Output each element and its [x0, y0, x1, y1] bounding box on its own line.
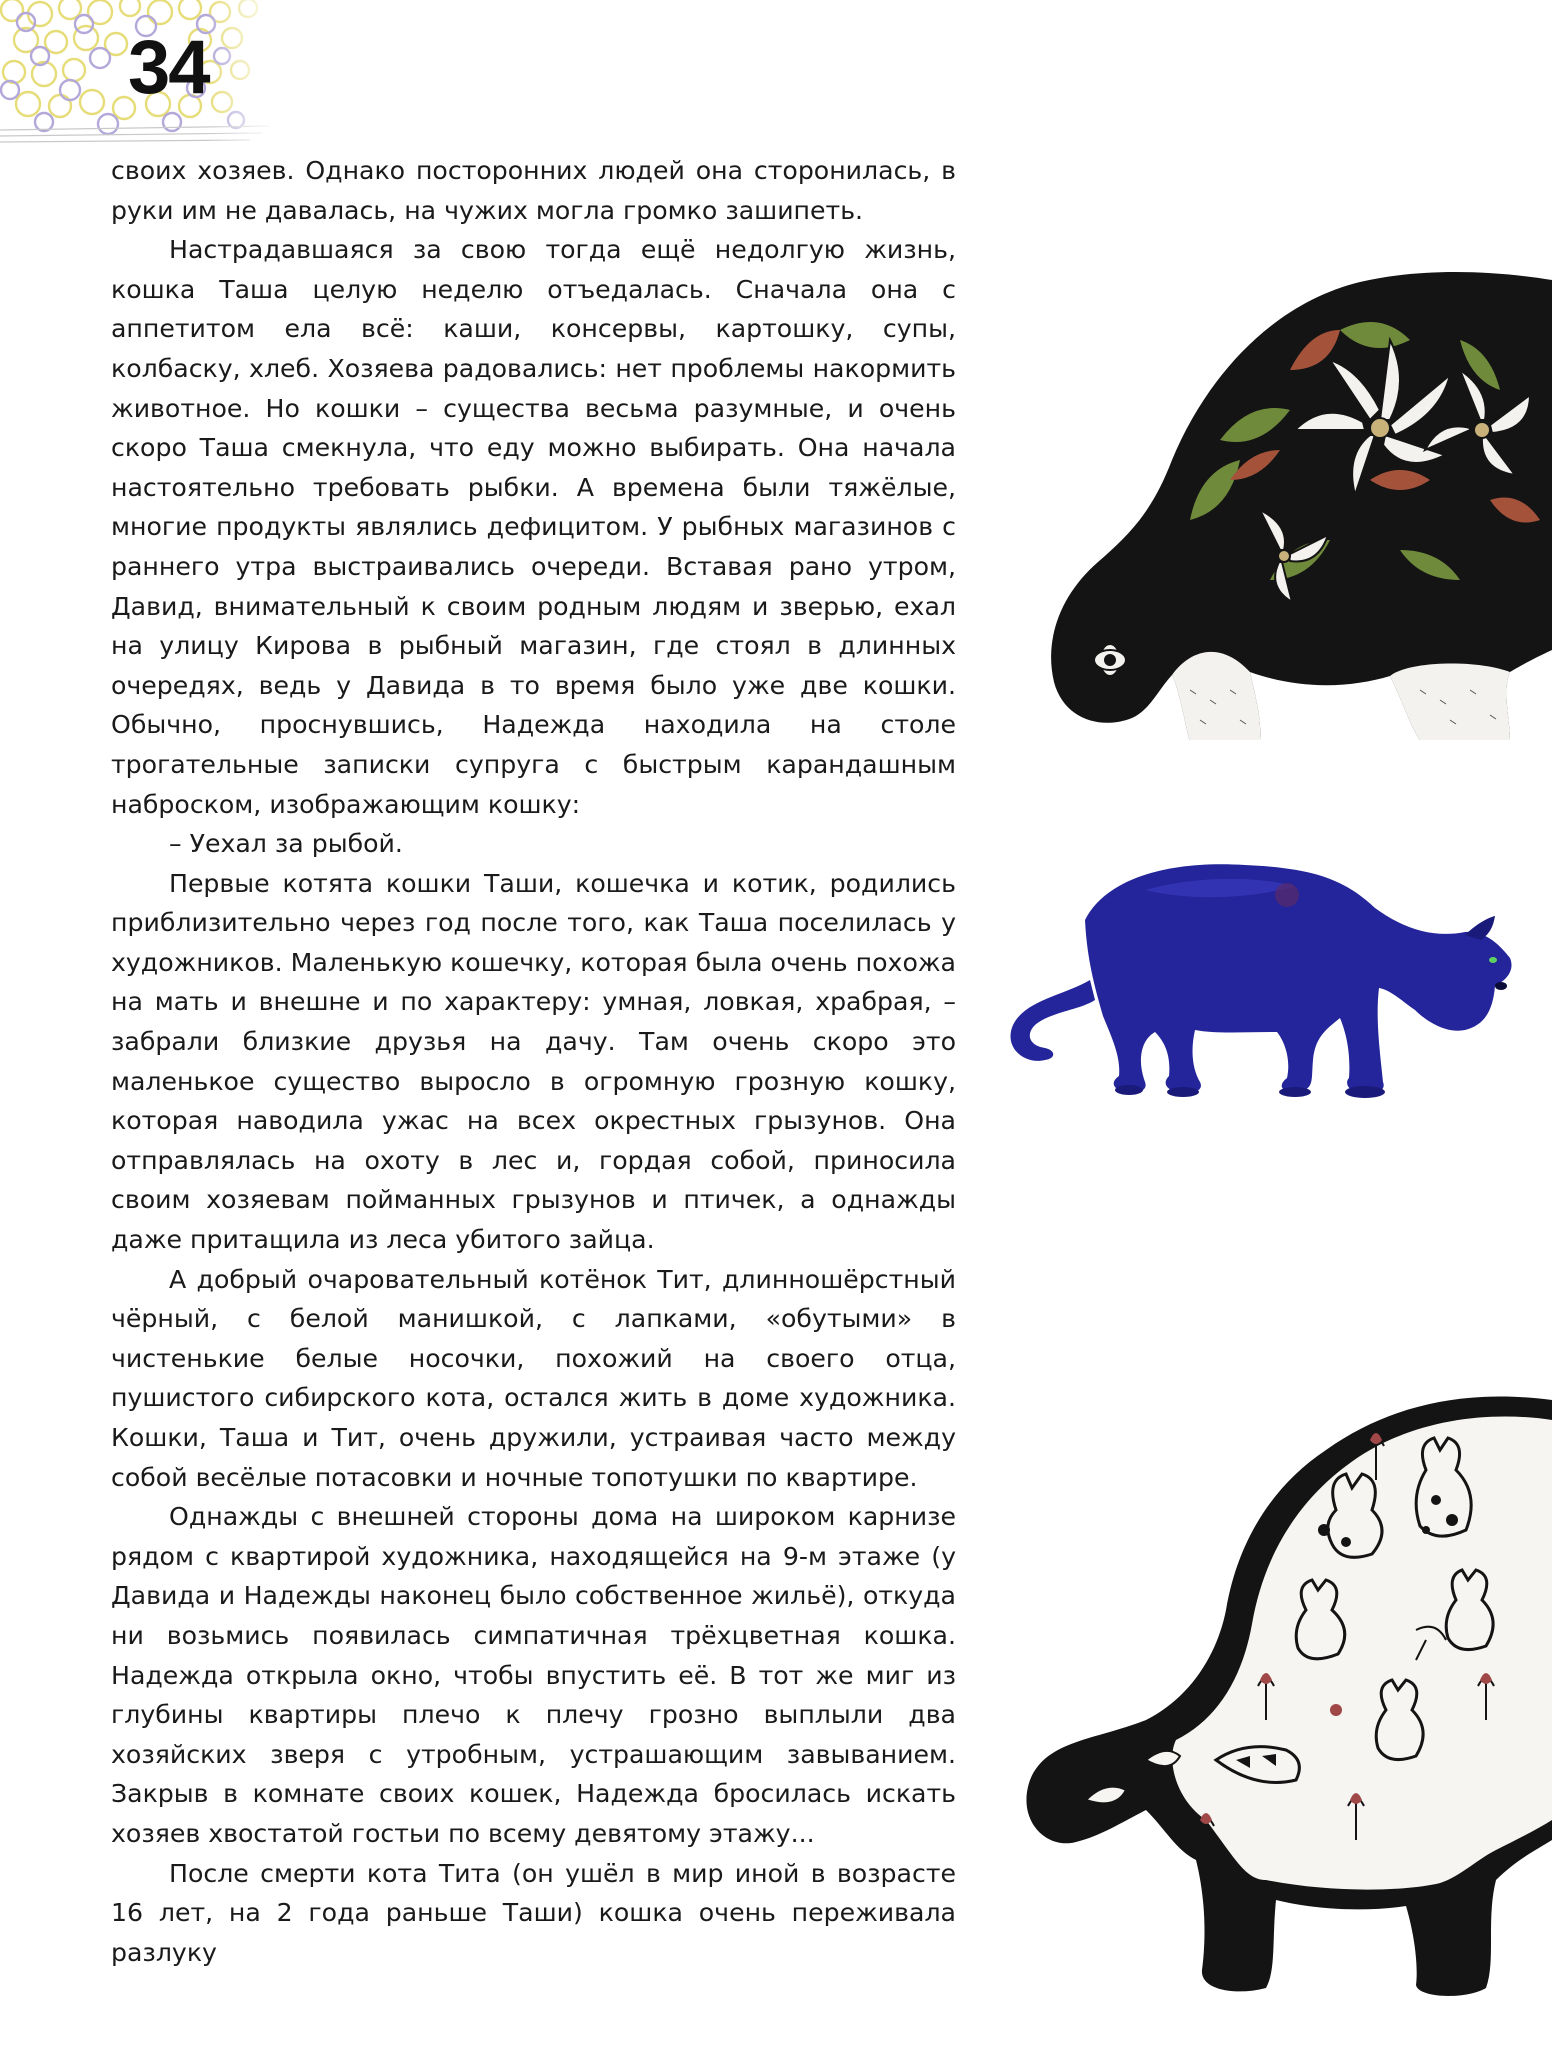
paragraph: – Уехал за рыбой. [169, 829, 403, 859]
blue-panther-illustration [995, 820, 1515, 1100]
body-text [111, 151, 956, 1972]
page-number: 34 [128, 25, 209, 110]
paragraph: Первые котята кошки Таши, кошечка и котик, родились приблизительно через год после того, как Таша поселилась у художников. Маленькую кошечку, которая была очень похожа на мать и внешне и по характеру: умная, ловкая, храбрая, – забрали близкие друзья на дачу. Там очень скоро это маленькое существо выросло в огромную грозную кошку, которая наводила ужас на всех окрестных грызунов. Она отправлялась на охоту в лес и, гордая собой, приносила своим хозяевам пойманных грызунов и птичек, а однажды даже притащила из леса убитого зайца. [111, 868, 956, 1255]
paragraph: своих хозяев. Однако посторонних людей она сторонилась, в руки им не давалась, на чужих могла громко зашипеть. [111, 156, 956, 225]
floral-cat-illustration [1040, 220, 1552, 740]
paragraph: После смерти кота Тита (он ушёл в мир иной в возрасте 16 лет, на 2 года раньше Таши) кошка очень переживала разлуку [111, 1858, 956, 1967]
cats-pattern-cat-illustration [1006, 1380, 1552, 2000]
paragraph: Однажды с внешней стороны дома на широком карнизе рядом с квартирой художника, находящейся на 9-м этаже (у Давида и Надежды наконец было собственное жильё), откуда ни возьмись появилась симпатичная трёхцветная кошка. Надежда открыла окно, чтобы впустить её. В тот же миг из глубины квартиры плечо к плечу грозно выплыли два хозяйских зверя с утробным, устрашающим завыванием. Закрыв в комнате своих кошек, Надежда бросилась искать хозяев хвостатой гостьи по всему девятому этажу... [111, 1502, 956, 1848]
paragraph: Настрадавшаяся за свою тогда ещё недолгую жизнь, кошка Таша целую неделю отъедалась. Сначала она с аппетитом ела всё: каши, консервы, картошку, супы, колбаску, хлеб. Хозяева радовались: нет проблемы накормить животное. Но кошки – существа весьма разумные, и очень скоро Таша смекнула, что еду можно выбирать. Она начала настоятельно требовать рыбки. А времена были тяжёлые, многие продукты являлись дефицитом. У рыбных магазинов с раннего утра выстраивались очереди. Вставая рано утром, Давид, внимательный к своим родным людям и зверью, ехал на улицу Кирова в рыбный магазин, где стоял в длинных очередях, ведь у Давида в то время было уже две кошки. Обычно, проснувшись, Надежда находила на столе трогательные записки супруга с быстрым карандашным наброском, изображающим кошку: [111, 235, 956, 819]
paragraph: А добрый очаровательный котёнок Тит, длинношёрстный чёрный, с белой манишкой, с лапками, «обутыми» в чистенькие белые носочки, похожий на своего отца, пушистого сибирского кота, остался жить в доме художника. Кошки, Таша и Тит, очень дружили, устраивая часто между собой весёлые потасовки и ночные топотушки по квартире. [111, 1264, 956, 1492]
